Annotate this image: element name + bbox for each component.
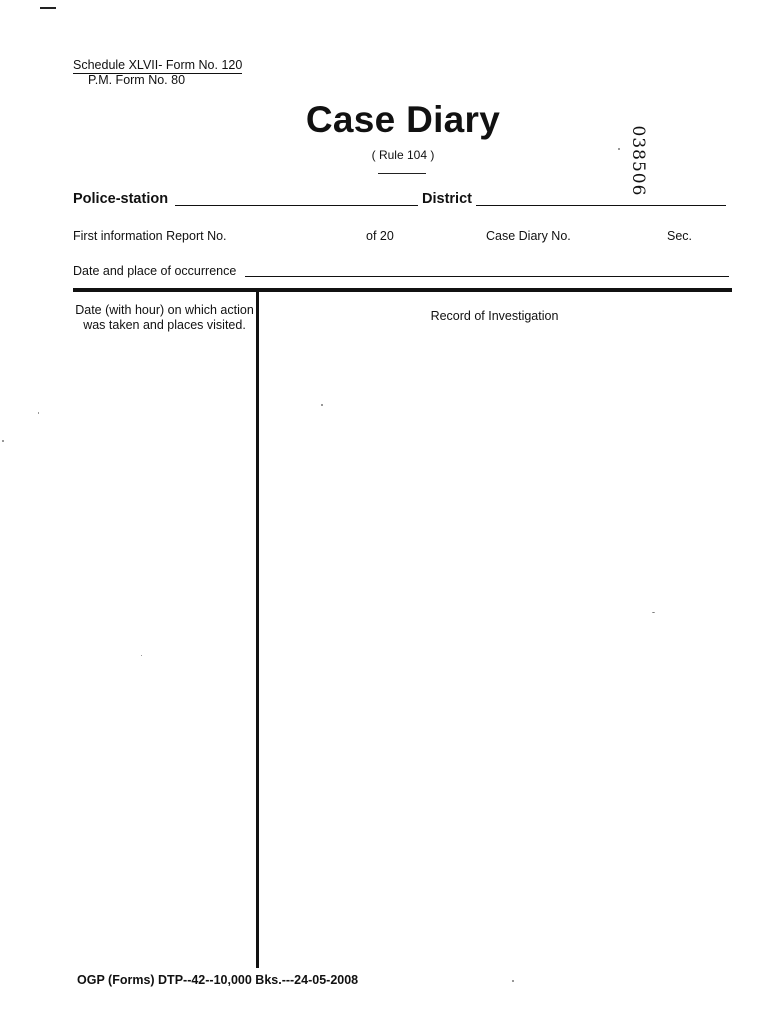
action-date-column-header: Date (with hour) on which action was taken and places visited.: [75, 303, 254, 332]
action-date-column-area[interactable]: [73, 335, 253, 965]
title-divider: [378, 173, 426, 174]
schedule-form-number: Schedule XLVII- Form No. 120: [73, 58, 243, 72]
occurrence-field[interactable]: [245, 276, 729, 277]
serial-number: 038506: [628, 125, 648, 197]
fir-number-label: First information Report No.: [73, 229, 227, 243]
police-station-label: Police-station: [73, 191, 169, 207]
scan-speck: [652, 612, 655, 613]
district-label: District: [422, 191, 472, 207]
scan-speck: [2, 440, 4, 442]
scan-speck: [321, 404, 323, 406]
occurrence-label: Date and place of occurrence: [73, 264, 237, 278]
print-footer: OGP (Forms) DTP--42--10,000 Bks.---24-05-2008: [77, 973, 359, 987]
investigation-column-header: Record of Investigation: [430, 309, 559, 323]
investigation-record-area[interactable]: [262, 335, 730, 965]
page-title: Case Diary: [305, 99, 501, 140]
table-top-rule: [73, 288, 732, 292]
scan-speck: [618, 148, 620, 150]
year-label: of 20: [366, 229, 394, 243]
district-field[interactable]: [476, 205, 726, 206]
police-station-field[interactable]: [175, 205, 418, 206]
rule-reference: ( Rule 104 ): [371, 148, 435, 162]
column-divider: [256, 291, 259, 968]
section-label: Sec.: [667, 229, 693, 243]
scan-speck: [38, 412, 39, 414]
scan-speck: [141, 655, 142, 656]
case-diary-number-label: Case Diary No.: [486, 229, 571, 243]
scan-speck: [512, 980, 514, 982]
scan-mark: [40, 7, 56, 9]
pm-form-number: P.M. Form No. 80: [88, 73, 186, 87]
